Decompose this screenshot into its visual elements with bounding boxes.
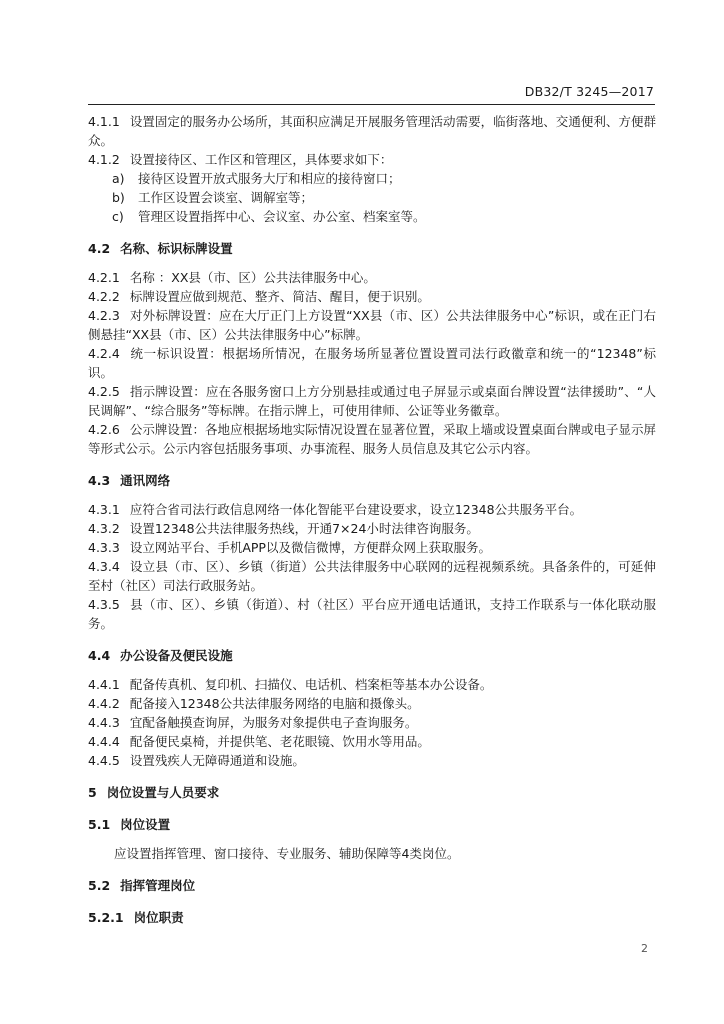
clause-text: 应符合省司法行政信息网络一体化智能平台建设要求，设立12348公共服务平台。 (129, 502, 583, 517)
clause-number: 4.2.3 (88, 308, 120, 323)
section-number: 5.1 (88, 817, 111, 832)
page-number: 2 (641, 942, 648, 955)
clause (88, 500, 656, 519)
list-item-marker: c) (112, 209, 124, 224)
clause-text: 对外标牌设置：应在大厅正门上方设置“XX县（市、区）公共法律服务中心”标识，或在正门右侧悬挂“XX县（市、区）公共法律服务中心”标牌。 (88, 308, 656, 342)
clause-number: 4.4.2 (88, 696, 120, 711)
section-title: 岗位设置与人员要求 (106, 785, 220, 800)
list-item-text: 管理区设置指挥中心、会议室、办公室、档案室等。 (138, 209, 426, 224)
section-number: 4.2 (88, 241, 111, 256)
section-heading (88, 239, 656, 258)
section-number: 5.2.1 (88, 910, 124, 925)
clause-text: 指示牌设置：应在各服务窗口上方分别悬挂或通过电子屏显示或桌面台牌设置“法律援助”、“人民调解”、“综合服务”等标牌。在指示牌上，可使用律师、公证等业务徽章。 (88, 384, 656, 418)
section-title: 办公设备及便民设施 (120, 648, 233, 663)
clause-text: 设立县（市、区）、乡镇（街道）公共法律服务中心联网的远程视频系统。具备条件的，可延伸至村（社区）司法行政服务站。 (88, 559, 656, 593)
clause (88, 595, 656, 633)
clause-text: 公示牌设置：各地应根据场地实际情况设置在显著位置，采取上墙或设置桌面台牌或电子显示屏等形式公示。公示内容包括服务事项、办事流程、服务人员信息及其它公示内容。 (88, 422, 656, 456)
clause (88, 538, 656, 557)
clause-number: 4.4.4 (88, 734, 120, 749)
clause-number: 4.1.1 (88, 114, 120, 129)
section-title: 通讯网络 (120, 473, 171, 488)
clause-text: 配备便民桌椅，并提供笔、老花眼镜、饮用水等用品。 (129, 734, 430, 749)
clause-text: 设置12348公共法律服务热线，开通7×24小时法律咨询服务。 (129, 521, 479, 536)
header-rule (88, 104, 655, 105)
paragraph: 应设置指挥管理、窗口接待、专业服务、辅助保障等4类岗位。 (114, 846, 460, 861)
clause (88, 306, 656, 344)
clause-number: 4.3.4 (88, 559, 120, 574)
clause-number: 4.4.1 (88, 677, 120, 692)
document-body (88, 112, 656, 937)
clause-number: 4.1.2 (88, 152, 120, 167)
list-item-marker: a) (112, 171, 125, 186)
section-heading (88, 876, 656, 895)
clause-text: 配备接入12348公共法律服务网络的电脑和摄像头。 (129, 696, 420, 711)
clause (88, 557, 656, 595)
section-title: 岗位设置 (120, 817, 171, 832)
clause (88, 287, 656, 306)
section-heading (88, 646, 656, 665)
clause (88, 519, 656, 538)
clause-text: 县（市、区）、乡镇（街道）、村（社区）平台应开通电话通讯，支持工作联系与一体化联动服务。 (88, 597, 656, 631)
clause (88, 675, 656, 694)
section-number: 4.3 (88, 473, 111, 488)
clause (88, 694, 656, 713)
clause (88, 732, 656, 751)
clause-text: 名称 ：XX县（市、区）公共法律服务中心。 (129, 270, 376, 285)
section-heading (88, 815, 656, 834)
clause (88, 751, 656, 770)
list-item-text: 接待区设置开放式服务大厅和相应的接待窗口； (138, 171, 401, 186)
clause (88, 150, 656, 169)
list-item-text: 工作区设置会谈室、调解室等； (138, 190, 314, 205)
clause-text: 统一标识设置：根据场所情况，在服务场所显著位置设置司法行政徽章和统一的“12348”标识。 (88, 346, 656, 380)
clause (88, 112, 656, 150)
clause-number: 4.3.2 (88, 521, 120, 536)
list-item (88, 188, 656, 207)
clause-number: 4.3.3 (88, 540, 120, 555)
section-title: 岗位职责 (133, 910, 184, 925)
clause-number: 4.4.5 (88, 753, 120, 768)
clause-number: 4.2.2 (88, 289, 120, 304)
clause (88, 420, 656, 458)
clause (88, 713, 656, 732)
clause-number: 4.2.1 (88, 270, 120, 285)
clause-text: 设置残疾人无障碍通道和设施。 (129, 753, 305, 768)
section-title: 名称、标识标牌设置 (120, 241, 233, 256)
section-heading (88, 783, 656, 802)
section-number: 5.2 (88, 878, 111, 893)
list-item-marker: b) (112, 190, 125, 205)
clause-text: 设立网站平台、手机APP以及微信微博，方便群众网上获取服务。 (129, 540, 491, 555)
clause-number: 4.2.5 (88, 384, 120, 399)
clause-text: 配备传真机、复印机、扫描仪、电话机、档案柜等基本办公设备。 (129, 677, 493, 692)
clause-text: 设置固定的服务办公场所，其面积应满足开展服务管理活动需要，临街落地、交通便利、方便群众。 (88, 114, 656, 148)
clause (88, 344, 656, 382)
section-heading (88, 908, 656, 927)
clause-number: 4.3.1 (88, 502, 120, 517)
clause-number: 4.3.5 (88, 597, 120, 612)
clause (88, 268, 656, 287)
clause-text: 设置接待区、工作区和管理区，具体要求如下： (129, 152, 393, 167)
clause-text: 标牌设置应做到规范、整齐、简洁、醒目，便于识别。 (129, 289, 430, 304)
clause-number: 4.2.6 (88, 422, 120, 437)
clause (88, 382, 656, 420)
list-item (88, 207, 656, 226)
section-heading (88, 471, 656, 490)
clause-text: 宜配备触摸查询屏，为服务对象提供电子查询服务。 (129, 715, 418, 730)
section-title: 指挥管理岗位 (120, 878, 196, 893)
section-number: 5 (88, 785, 97, 800)
clause-number: 4.4.3 (88, 715, 120, 730)
clause-number: 4.2.4 (88, 346, 120, 361)
standard-code: DB32/T 3245—2017 (524, 84, 654, 99)
list-item (88, 169, 656, 188)
section-number: 4.4 (88, 648, 111, 663)
